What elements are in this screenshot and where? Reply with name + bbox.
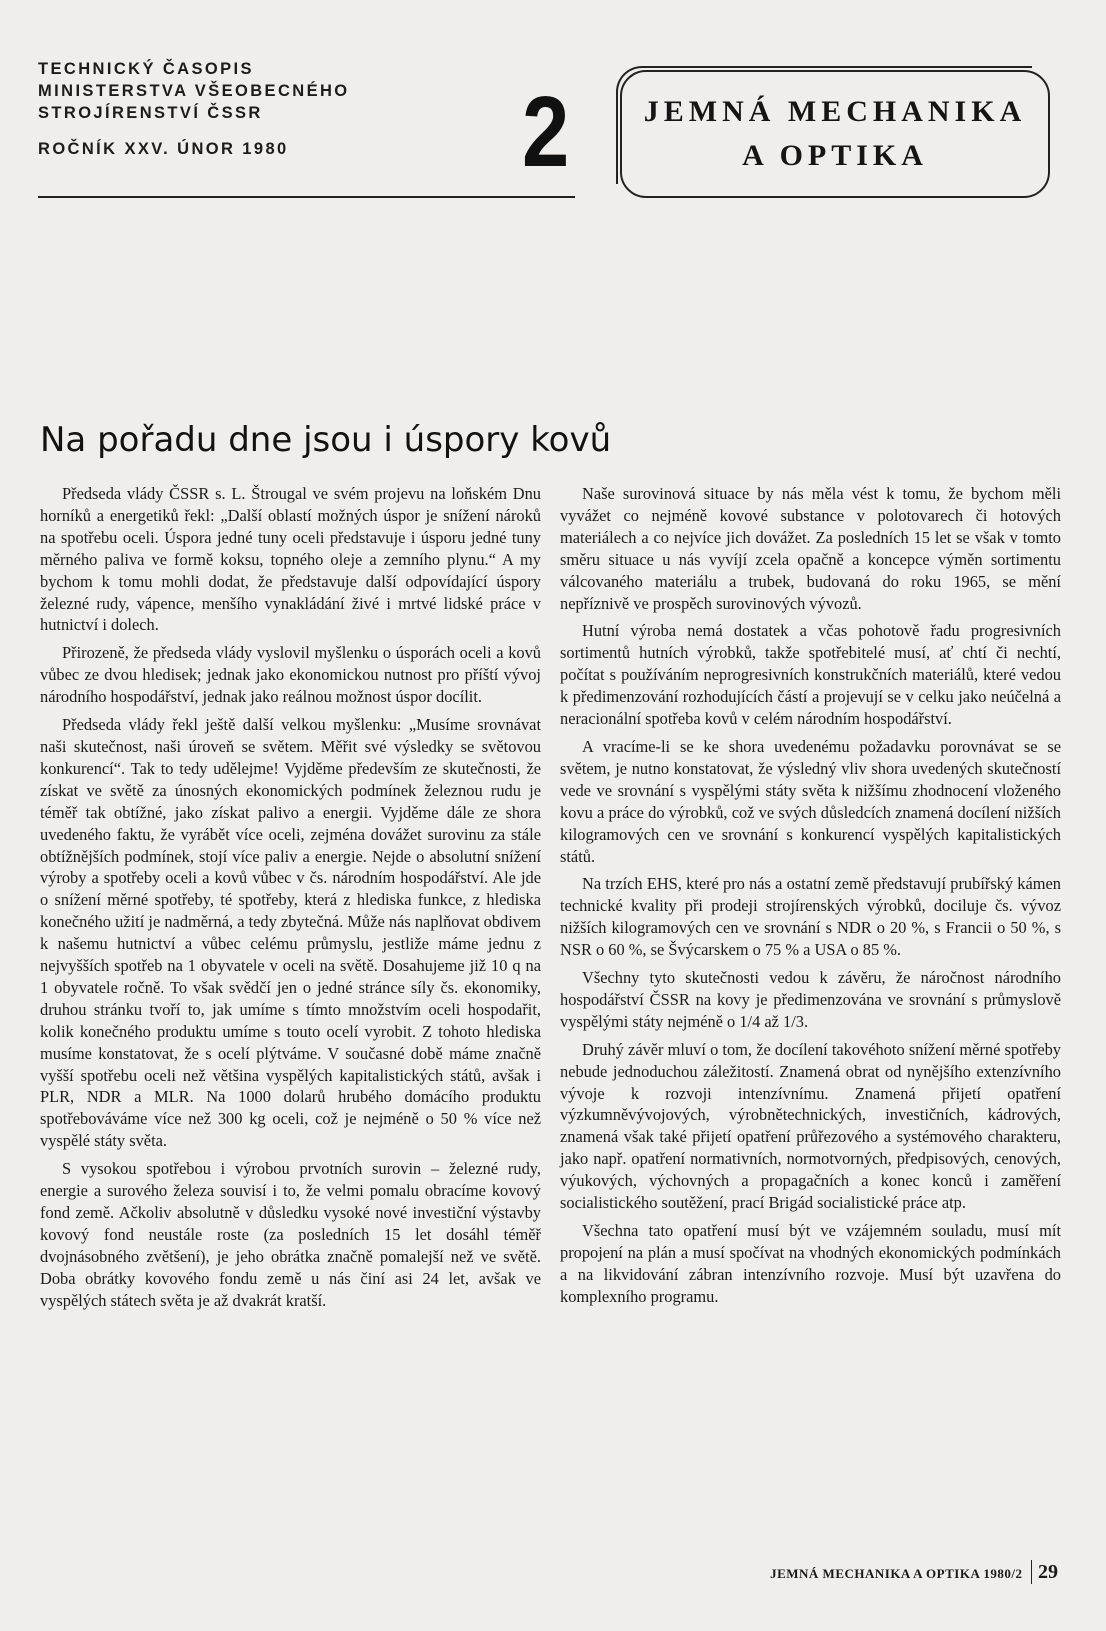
paragraph: Druhý závěr mluví o tom, že docílení takovéhoto snížení měrné spotřeby nebude jednoduchou záležitostí. Znamená obrat od nynějšího extenzívního vývoje k rozvoji intenzívnímu. Znamená přijetí opatření výzkumněvývojových, výrobnětechnických, investičních, kádrových, znamená však také přijetí opatření průřezového a systémového charakteru, jako např. opatření normativních, normotvorných, předpisových, cenových, výukových, výchovných a propagačních a konec konců i zaměření socialistického soutěžení, prací Brigád socialistické práce atp. [560,1039,1061,1213]
masthead-rule [38,196,575,198]
paragraph: Přirozeně, že předseda vlády vyslovil myšlenku o úsporách oceli a kovů vůbec ze dvou hledisek; jednak jako ekonomickou nutnost pro příští vývoj národního hospodářství, jednak jako reálnou možnost úspor docílit. [40,643,541,707]
paragraph: A vracíme-li se ke shora uvedenému požadavku porovnávat se se světem, je nutno konstatovat, že výsledný vliv shora uvedených skutečností vede ve srovnání s vyspělými státy světa k nižšímu zhodnocení vloženého kovu a práce do výrobků, což ve svých důsledcích znamená docílení nižších kilogramových cen ve srovnání s konkurencí vyspělých kapitalistických států. [560,736,1061,866]
paragraph: Na trzích EHS, které pro nás a ostatní země představují prubířský kámen technické kvality při prodeji strojírenských výrobků, dociluje čs. vývoz nižších kilogramových cen ve srovnání s NDR o 20 %, s Francii o 50 %, s NSR o 60 %, se Švýcarskem o 75 % a USA o 85 %. [560,874,1061,960]
issue-number: 2 [522,76,570,188]
masthead [38,58,350,160]
volume-issue-line: ROČNÍK XXV. ÚNOR 1980 [38,140,289,158]
running-title: JEMNÁ MECHANIKA A OPTIKA 1980/2 [770,1566,1023,1581]
article-headline: Na pořadu dne jsou i úspory kovů [40,420,612,460]
paragraph: Předseda vlády řekl ještě další velkou myšlenku: „Musíme srovnávat naši skutečnost, naši úroveň se světem. Měřit své výsledky se světovou konkurencí“. Tak to tedy udělejme! Vyjděme především ze skutečnosti, že získat ve světě za únosných ekonomických podmínek železnou rudu je téměř tak obtížné, jako získat palivo a energii. Vyjděme dále ze shora uvedeného faktu, že vyrábět více oceli, zejména dovážet surovinu za stále obtížnějších podmínek, stojí více paliv a energie. Nejde o absolutní snížení výroby a spotřeby oceli a kovů vůbec v čs. národním hospodářství. Ale jde o snížení měrné spotřeby, té spotřeby, která z hlediska funkce, z hlediska konečného užití je nadměrná, a tedy zbytečná. Může nás naplňovat obdivem k našemu hutnictví a vůbec celému průmyslu, jestliže máme jednu z nejvyšších spotřeb na 1 obyvatele v oceli na světě. Dosahujeme již 10 q na 1 obyvatele ročně. To však svědčí jen o jedné stránce síly čs. ekonomiky, druhou stránku tvoří to, jak umíme s tímto množstvím oceli hospodařit, kolik konečného produktu umíme s touto ocelí vyrobit. Z tohoto hlediska musíme konstatovat, že s ocelí plýtváme. V současné době máme značně vyšší spotřebu oceli než většina vyspělých kapitalistických států, avšak i PLR, NDR a MLR. Na 1000 dolarů hrubého domácího produktu spotřebováváme více než 300 kg oceli, což je nejméně o 50 % více než vyspělé státy světa. [40,715,541,1151]
masthead-line-3: STROJÍRENSTVÍ ČSSR [38,104,263,122]
article-column-right [560,483,1061,1314]
paragraph: Předseda vlády ČSSR s. L. Štrougal ve svém projevu na loňském Dnu horníků a energetiků řekl: „Další oblastí možných úspor je snížení nároků na spotřebu oceli. Úspora jedné tuny oceli představuje i úsporu jedné tuny měrného paliva ve formě koksu, topného oleje a zemního plynu.“ A my bychom k tomu mohli dodat, že představuje další odpovídající úspory železné rudy, vápence, menšího vynakládání živé i mrtvé lidské práce v hutnictví i dolech. [40,484,541,635]
article-column-left [40,483,541,1318]
journal-title-line-1: JEMNÁ MECHANIKA [643,95,1027,128]
paragraph: Všechny tyto skutečnosti vedou k závěru, že náročnost národního hospodářství ČSSR na kovy je předimenzována ve srovnání s průmyslově vyspělými státy nejméně o 1/4 až 1/3. [560,968,1061,1031]
paragraph: S vysokou spotřebou i výrobou prvotních surovin – železné rudy, energie a surového železa souvisí i to, že velmi pomalu obracíme kovový fond země. Ačkoliv absolutně v důsledku vysoké nové investiční výstavby kovový fond neustále roste (za posledních 15 let dosáhl téměř dvojnásobného zvětšení), je jeho obrátka značně pomalejší než ve světě. Doba obrátky kovového fondu země u nás činí asi 24 let, avšak ve vyspělých státech světa je až dvakrát kratší. [40,1159,541,1310]
paragraph: Naše surovinová situace by nás měla vést k tomu, že bychom měli vyvážet co nejméně kovové substance v polotovarech či hotových materiálech a co nejvíce jich dovážet. Za posledních 15 let se však v tomto směru situace u nás vyvíjí zcela opačně a koncepce výměn sortimentu válcovaného materiálu a trubek, budovaná do roku 1965, se mění nepříznivě ve prospěch surovinových vývozů. [560,484,1061,613]
page-footer [770,1560,1058,1584]
paragraph: Všechna tato opatření musí být ve vzájemném souladu, musí mít propojení na plán a musí spočívat na vhodných ekonomických podmínkách a na likvidování zábran intenzívního rozvoje. Musí být uzavřena do komplexního programu. [560,1221,1061,1306]
paragraph: Hutní výroba nemá dostatek a včas pohotově řadu progresivních sortimentů hutních výrobků, takže spotřebitelé musí, ať chtí či nechtí, počítat s používáním neprogresivních konstrukčních materiálů, které vedou k předimenzování rozhodujících částí a projevují se v celku jako neúčelná a neracionální spotřeba kovů v celém národním hospodářství. [560,621,1061,729]
journal-title-box [620,70,1050,198]
footer-divider [1031,1560,1033,1584]
journal-title-line-2: A OPTIKA [742,139,928,172]
masthead-line-2: MINISTERSTVA VŠEOBECNÉHO [38,82,350,100]
masthead-line-1: TECHNICKÝ ČASOPIS [38,60,254,78]
page-number: 29 [1038,1561,1058,1583]
